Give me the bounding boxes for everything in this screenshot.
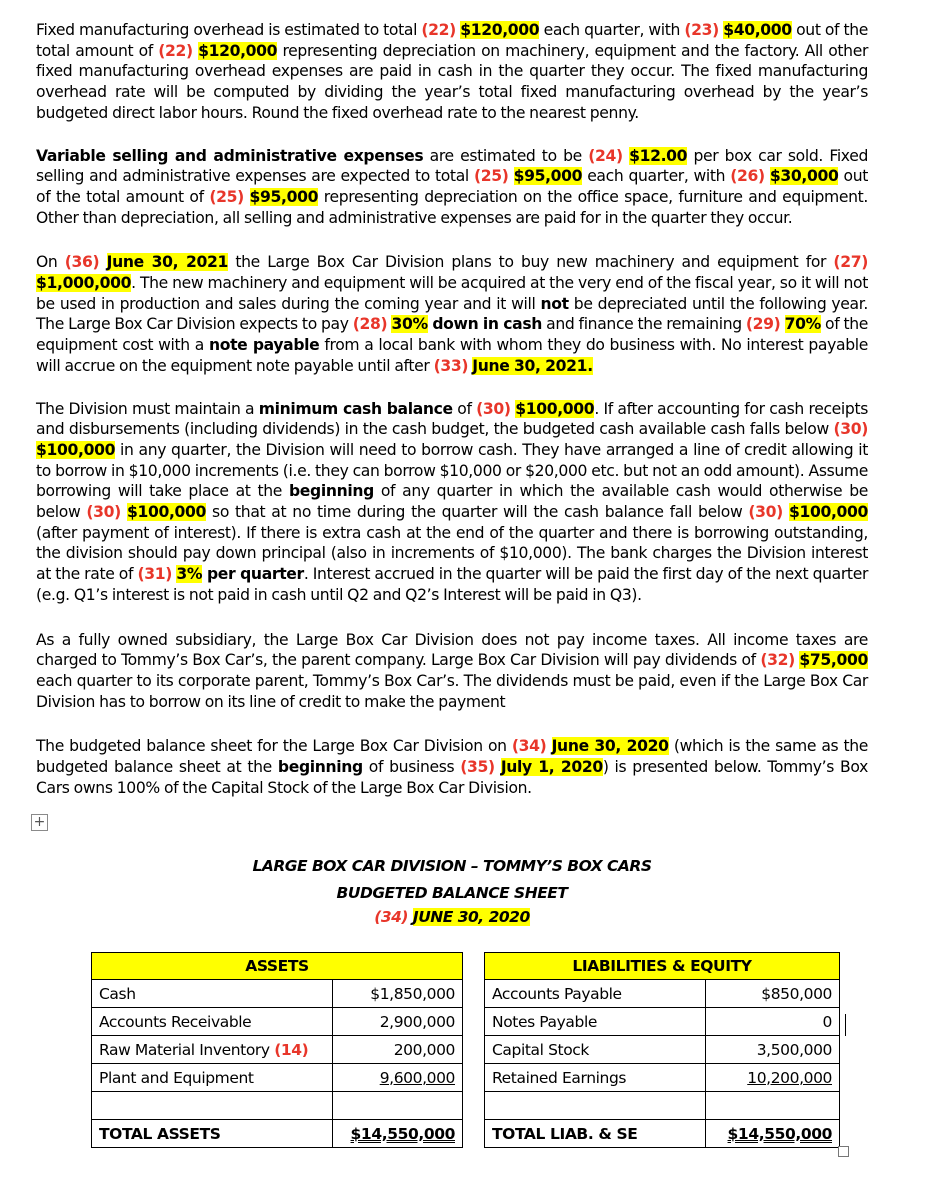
- table-row: Capital Stock 3,500,000: [485, 1036, 840, 1064]
- paragraph-equipment-purchase: On (36) June 30, 2021 the Large Box Car Division plans to buy new machinery and equipment for (27) $1,000,000. The new machinery and equipment will be acquired at the very end of the fiscal year, so it will not be used in production and sales during the coming year and it will not be depreciated until the following year. The Large Box Car Division expects to pay (28) 30% down in cash and finance the remaining (29) 70% of the equipment cost with a note payable from a local bank with whom they do business with. No interest payable will accrue on the equipment note payable until after (33) June 30, 2021.: [36, 253, 868, 375]
- table-row: Accounts Payable $850,000: [485, 980, 840, 1008]
- highlight-value: 30%: [391, 315, 428, 334]
- text-cursor: [845, 1014, 846, 1036]
- ref-31: (31): [137, 565, 173, 584]
- ref-25: (25): [209, 187, 244, 206]
- highlight-value: July 1, 2020: [500, 758, 603, 777]
- paragraph-cash-balance: The Division must maintain a minimum cash balance of (30) $100,000. If after accounting for cash receipts and disbursements (including dividends) in the cash budget, the budgeted cash available cash falls below (30) $100,000 in any quarter, the Division will need to borrow cash. They have arranged a line of credit allowing it to borrow in $10,000 increments (i.e. they can borrow $10,000 or $20,000 etc. but not an odd amount). Assume borrowing will take place at the beginning of any quarter in which the available cash would otherwise be below (30) $100,000 so that at no time during the quarter will the cash balance fall below (30) $100,000 (after payment of interest). If there is extra cash at the end of the quarter and there is borrowing outstanding, the division should pay down principal (also in increments of $10,000). The bank charges the Division interest at the rate of (31) 3% per quarter. Interest accrued in the quarter will be paid the first day of the next quarter (e.g. Q1’s interest is not paid in cash until Q2 and Q2’s Interest will be paid in Q3).: [36, 399, 869, 604]
- highlight-value: $30,000: [769, 167, 839, 186]
- total-row: TOTAL LIAB. & SE $14,550,000: [485, 1120, 840, 1148]
- document-body: [36, 20, 868, 799]
- ref-27: (27): [833, 253, 868, 272]
- paragraph-dividends: As a fully owned subsidiary, the Large Box Car Division does not pay income taxes. All income taxes are charged to Tommy’s Box Car’s, the parent company. Large Box Car Division will pay dividends of (32) $75,000 each quarter to its corporate parent, Tommy’s Box Car’s. The dividends must be paid, even if the Large Box Car Division has to borrow on its line of credit to make the payment: [36, 630, 868, 711]
- table-row: Retained Earnings 10,200,000: [485, 1064, 840, 1092]
- highlight-value: 70%: [784, 315, 821, 334]
- highlight-value: $1,000,000: [36, 274, 132, 293]
- highlight-value: $95,000: [249, 187, 319, 206]
- highlight-value: June 30, 2021: [106, 253, 229, 272]
- highlight-value: $12.00: [629, 146, 688, 165]
- ref-34: (34): [511, 737, 547, 756]
- paragraph-balance-sheet-intro: The budgeted balance sheet for the Large Box Car Division on (34) June 30, 2020 (which is the same as the budgeted balance sheet at the beginning of business (35) July 1, 2020) is presented below. Tommy’s Box Cars owns 100% of the Capital Stock of the Large Box Car Division.: [36, 737, 869, 797]
- table-row: Notes Payable 0: [485, 1008, 840, 1036]
- highlight-value: 3%: [176, 565, 203, 584]
- ref-22: (22): [421, 21, 456, 39]
- ref-28: (28): [352, 315, 388, 334]
- balance-sheet-title: LARGE BOX CAR DIVISION – TOMMY’S BOX CARS: [252, 857, 652, 875]
- liabilities-header: LIABILITIES & EQUITY: [485, 953, 840, 980]
- balance-sheet-subtitle: BUDGETED BALANCE SHEET: [336, 884, 568, 902]
- ref-29: (29): [745, 315, 781, 334]
- assets-table: [91, 952, 463, 1148]
- ref-26: (26): [730, 167, 765, 186]
- table-move-handle-icon[interactable]: +: [31, 814, 48, 831]
- highlight-value: $75,000: [799, 651, 868, 670]
- highlight-value: $120,000: [198, 41, 278, 60]
- ref-30: (30): [748, 503, 783, 522]
- ref-36: (36): [64, 253, 100, 272]
- paragraph-fixed-overhead: Fixed manufacturing overhead is estimated to total (22) $120,000 each quarter, with (23) $40,000 out of the total amount of (22) $120,000 representing depreciation on machinery, equipment and the factory. All other fixed manufacturing overhead expenses are paid in cash in the quarter they occur. The fixed manufacturing overhead rate will be computed by dividing the year’s total fixed manufacturing overhead by the year’s budgeted direct labor hours. Round the fixed overhead rate to the nearest penny.: [36, 21, 869, 122]
- highlight-value: $100,000: [126, 503, 207, 522]
- highlight-value: $100,000: [788, 503, 869, 522]
- highlight-value: $120,000: [460, 21, 540, 39]
- ref-32: (32): [760, 651, 795, 670]
- ref-35: (35): [460, 758, 495, 777]
- ref-24: (24): [588, 146, 623, 165]
- ref-33: (33): [433, 356, 469, 375]
- ref-25: (25): [473, 167, 509, 186]
- table-resize-handle-icon[interactable]: [838, 1146, 849, 1157]
- highlight-value: June 30, 2020: [551, 737, 669, 756]
- table-row: Plant and Equipment 9,600,000: [92, 1064, 463, 1092]
- table-row: Accounts Receivable 2,900,000: [92, 1008, 463, 1036]
- ref-22: (22): [158, 41, 193, 60]
- table-row: Raw Material Inventory (14) 200,000: [92, 1036, 463, 1064]
- ref-30: (30): [476, 399, 511, 418]
- assets-header: ASSETS: [92, 953, 463, 980]
- ref-30: (30): [833, 420, 868, 439]
- ref-30: (30): [86, 503, 121, 522]
- paragraph-selling-admin: Variable selling and administrative expenses are estimated to be (24) $12.00 per box car sold. Fixed selling and administrative expenses are expected to total (25) $95,000 each quarter, with (26) $30,000 out of the total amount of (25) $95,000 representing depreciation on the office space, furniture and equipment. Other than depreciation, all selling and administrative expenses are paid for in the quarter they occur.: [36, 146, 869, 227]
- highlight-value: June 30, 2021: [472, 356, 588, 375]
- total-row: TOTAL ASSETS $14,550,000: [92, 1120, 463, 1148]
- table-row: Cash $1,850,000: [92, 980, 463, 1008]
- balance-sheet-date: (34) JUNE 30, 2020: [374, 908, 530, 926]
- highlight-value: $40,000: [723, 21, 792, 39]
- highlight-value: $100,000: [515, 399, 595, 418]
- highlight-value: $95,000: [513, 167, 583, 186]
- ref-23: (23): [684, 21, 719, 39]
- liabilities-table: [484, 952, 840, 1148]
- highlight-value: $100,000: [36, 440, 116, 459]
